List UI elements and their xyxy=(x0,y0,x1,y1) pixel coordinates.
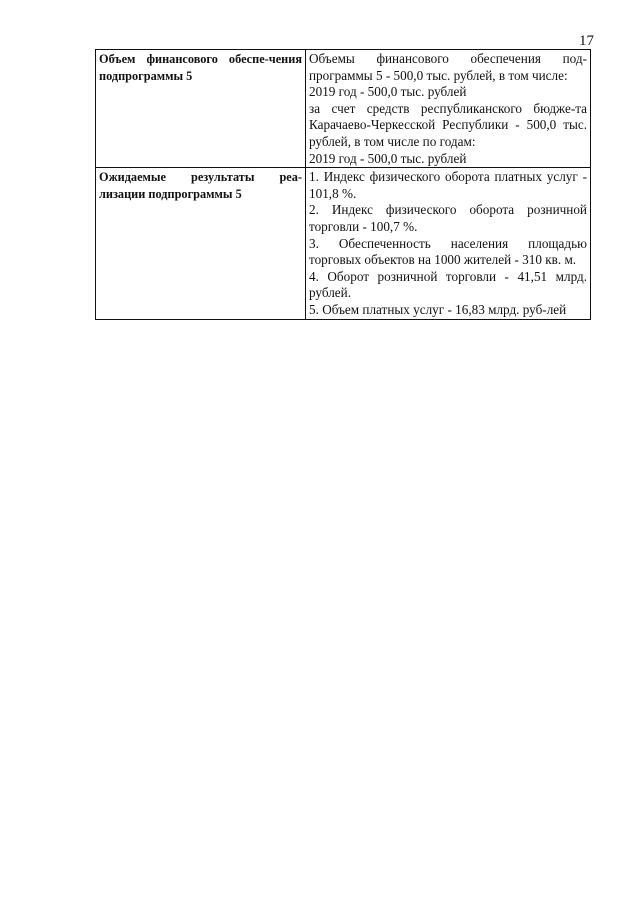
table-row-label: Объем финансового обеспе-чения подпрограммы 5 xyxy=(96,50,306,168)
table-row-results xyxy=(96,168,591,319)
result-item: 5. Объем платных услуг - 16,83 млрд. руб-лей xyxy=(309,301,567,317)
result-item: 2. Индекс физического оборота розничной торговли - 100,7 %. xyxy=(309,202,587,234)
funding-line: Объемы финансового обеспечения под-программы 5 - 500,0 тыс. рублей, в том числе: xyxy=(309,51,587,83)
table-row-funding xyxy=(96,50,591,168)
result-item: 1. Индекс физического оборота платных услуг - 101,8 %. xyxy=(309,169,587,201)
funding-line: за счет средств республиканского бюдже-та Карачаево-Черкесской Республики - 500,0 тыс. рублей, в том числе по годам: xyxy=(309,100,587,149)
funding-line: 2019 год - 500,0 тыс. рублей xyxy=(309,84,467,100)
page-number: 17 xyxy=(579,33,594,49)
passport-table xyxy=(95,49,591,320)
result-item: 3. Обеспеченность населения площадью торговых объектов на 1000 жителей - 310 кв. м. xyxy=(309,235,587,268)
table-row-label: Ожидаемые результаты реа-лизации подпрограммы 5 xyxy=(96,168,306,319)
result-item: 4. Оборот розничной торговли - 41,51 млрд. рублей. xyxy=(309,268,587,301)
table-row-value xyxy=(306,168,591,319)
table-row-value xyxy=(306,50,591,168)
funding-line: 2019 год - 500,0 тыс. рублей xyxy=(309,150,467,166)
